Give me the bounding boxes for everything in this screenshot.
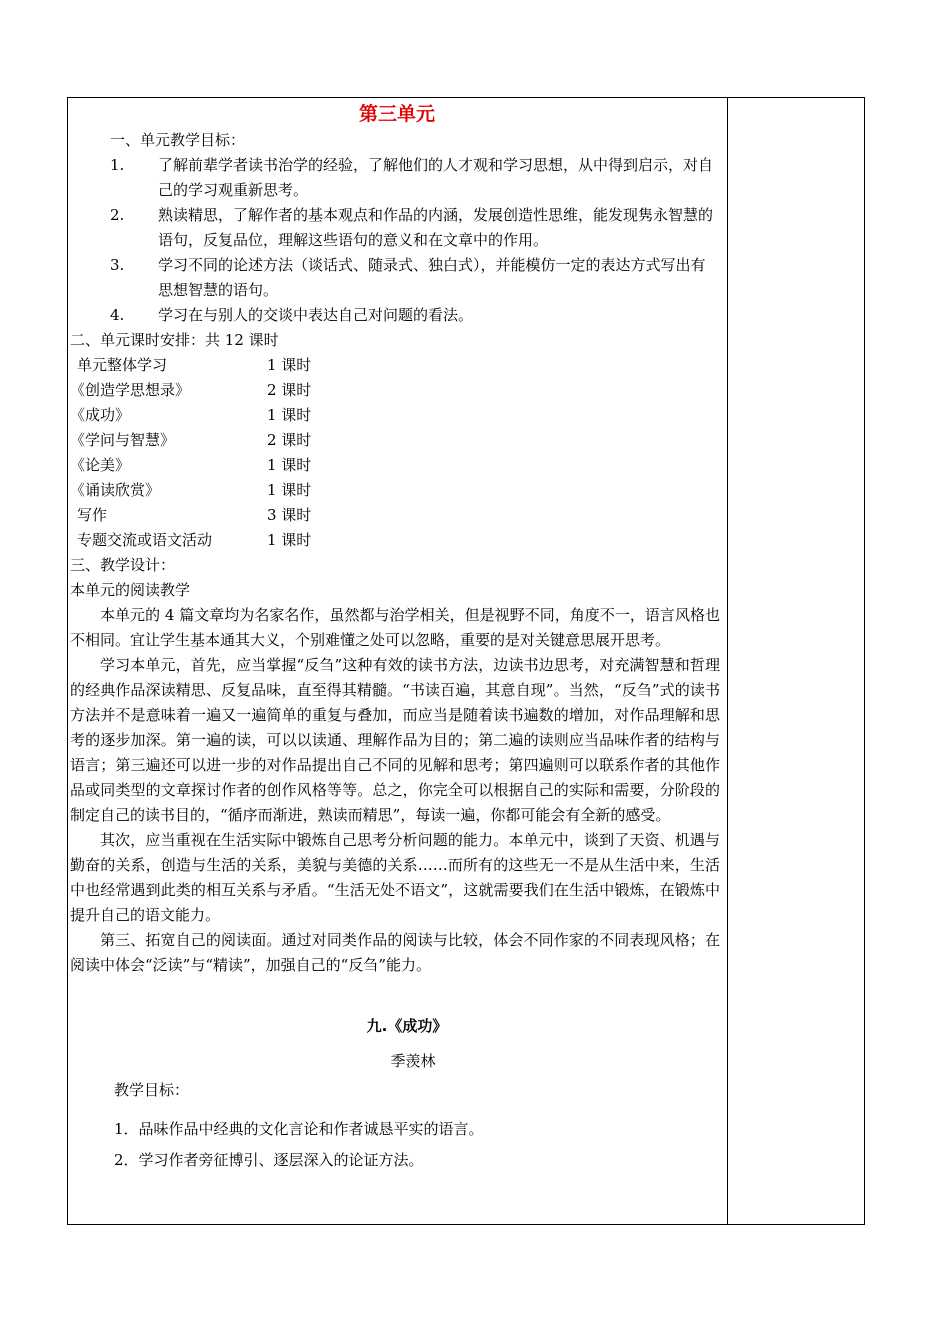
objective-item	[70, 203, 720, 253]
objective-number: 3.	[110, 256, 125, 274]
objective-text: 学习不同的论述方法（谈话式、随录式、独白式），并能模仿一定的表达方式写出有思想智慧的语句。	[158, 256, 706, 299]
schedule-hours: 1 课时	[267, 456, 312, 474]
body-paragraph: 本单元的 4 篇文章均为名家名作，虽然都与治学相关，但是视野不同，角度不一，语言风格也不相同。宜让学生基本通其大义，个别难懂之处可以忽略，重要的是对关键意思展开思考。	[70, 606, 720, 649]
unit-title: 第三单元	[358, 103, 435, 125]
schedule-hours: 3 课时	[267, 506, 312, 524]
schedule-row	[70, 478, 720, 503]
design-heading: 三、教学设计：	[70, 556, 176, 574]
objective-text: 熟读精思，了解作者的基本观点和作品的内涵，发展创造性思维，能发现隽永智慧的语句，反复品位，理解这些语句的意义和在文章中的作用。	[158, 206, 714, 249]
lesson-title: 九.《成功》	[366, 1017, 448, 1035]
schedule-item: 《论美》	[70, 456, 131, 474]
schedule-hours: 1 课时	[267, 406, 312, 424]
schedule-hours: 1 课时	[267, 531, 312, 549]
objective-number: 4.	[110, 306, 125, 324]
schedule-row	[70, 528, 720, 553]
schedule-item: 写作	[77, 506, 108, 524]
objective-text: 了解前辈学者读书治学的经验，了解他们的人才观和学习思想，从中得到启示，对自己的学习观重新思考。	[158, 156, 714, 199]
lesson-author: 季羡林	[390, 1052, 436, 1070]
body-paragraph: 其次，应当重视在生活实际中锻炼自己思考分析问题的能力。本单元中，谈到了天资、机遇与勤奋的关系，创造与生活的关系，美貌与美德的关系……而所有的这些无一不是从生活中来，生活中也经常遇到此类的相互关系与矛盾。“生活无处不语文”，这就需要我们在生活中锻炼，在锻炼中提升自己的语文能力。	[70, 831, 720, 924]
goals-heading: 教学目标：	[114, 1081, 190, 1099]
schedule-row	[70, 428, 720, 453]
notes-column-divider	[727, 97, 728, 1225]
schedule-hours: 2 课时	[267, 381, 312, 399]
schedule-hours: 1 课时	[267, 356, 312, 374]
body-paragraph: 第三、拓宽自己的阅读面。通过对同类作品的阅读与比较，体会不同作家的不同表现风格；在阅读中体会“泛读”与“精读”，加强自己的“反刍”能力。	[70, 931, 720, 974]
schedule-row	[70, 378, 720, 403]
goal-item: 2．学习作者旁征博引、逐层深入的论证方法。	[114, 1151, 424, 1169]
goal-item: 1．品味作品中经典的文化言论和作者诚恳平实的语言。	[114, 1120, 484, 1138]
schedule-item: 专题交流或语文活动	[77, 531, 213, 549]
schedule-item: 《学问与智慧》	[70, 431, 176, 449]
schedule-row	[70, 503, 720, 528]
schedule-item: 单元整体学习	[77, 356, 168, 374]
schedule-hours: 2 课时	[267, 431, 312, 449]
schedule-row	[70, 353, 720, 378]
schedule-item: 《成功》	[70, 406, 131, 424]
schedule-item: 《创造学思想录》	[70, 381, 191, 399]
body-paragraph: 学习本单元，首先，应当掌握“反刍”这种有效的读书方法，边读书边思考，对充满智慧和哲理的经典作品深读精思、反复品味，直至得其精髓。“书读百遍，其意自现”。当然，“反刍”式的读书方法并不是意味着一遍又一遍简单的重复与叠加，而应当是随着读书遍数的增加，对作品理解和思考的逐步加深。第一遍的读，可以以读通、理解作品为目的；第二遍的读则应当品味作者的结构与语言；第三遍还可以进一步的对作品提出自己不同的见解和思考；第四遍则可以联系作者的其他作品或同类型的文章探讨作者的创作风格等等。总之，你完全可以根据自己的实际和需要，分阶段的制定自己的读书目的，“循序而渐进，熟读而精思”，每读一遍，你都可能会有全新的感受。	[70, 656, 720, 824]
schedule-list	[70, 353, 720, 553]
objectives-list	[70, 153, 720, 328]
schedule-hours: 1 课时	[267, 481, 312, 499]
objective-item	[70, 153, 720, 203]
objective-number: 2.	[110, 206, 125, 224]
schedule-heading: 二、单元课时安排：共 12 课时	[70, 331, 279, 349]
reading-heading: 本单元的阅读教学	[70, 581, 191, 599]
schedule-row	[70, 453, 720, 478]
schedule-item: 《诵读欣赏》	[70, 481, 161, 499]
objective-number: 1.	[110, 156, 125, 174]
objective-item	[70, 303, 720, 328]
main-content-cell	[70, 100, 720, 1173]
objective-text: 学习在与别人的交谈中表达自己对问题的看法。	[158, 306, 474, 324]
schedule-row	[70, 403, 720, 428]
objective-item	[70, 253, 720, 303]
objectives-heading: 一、单元教学目标：	[110, 131, 246, 149]
